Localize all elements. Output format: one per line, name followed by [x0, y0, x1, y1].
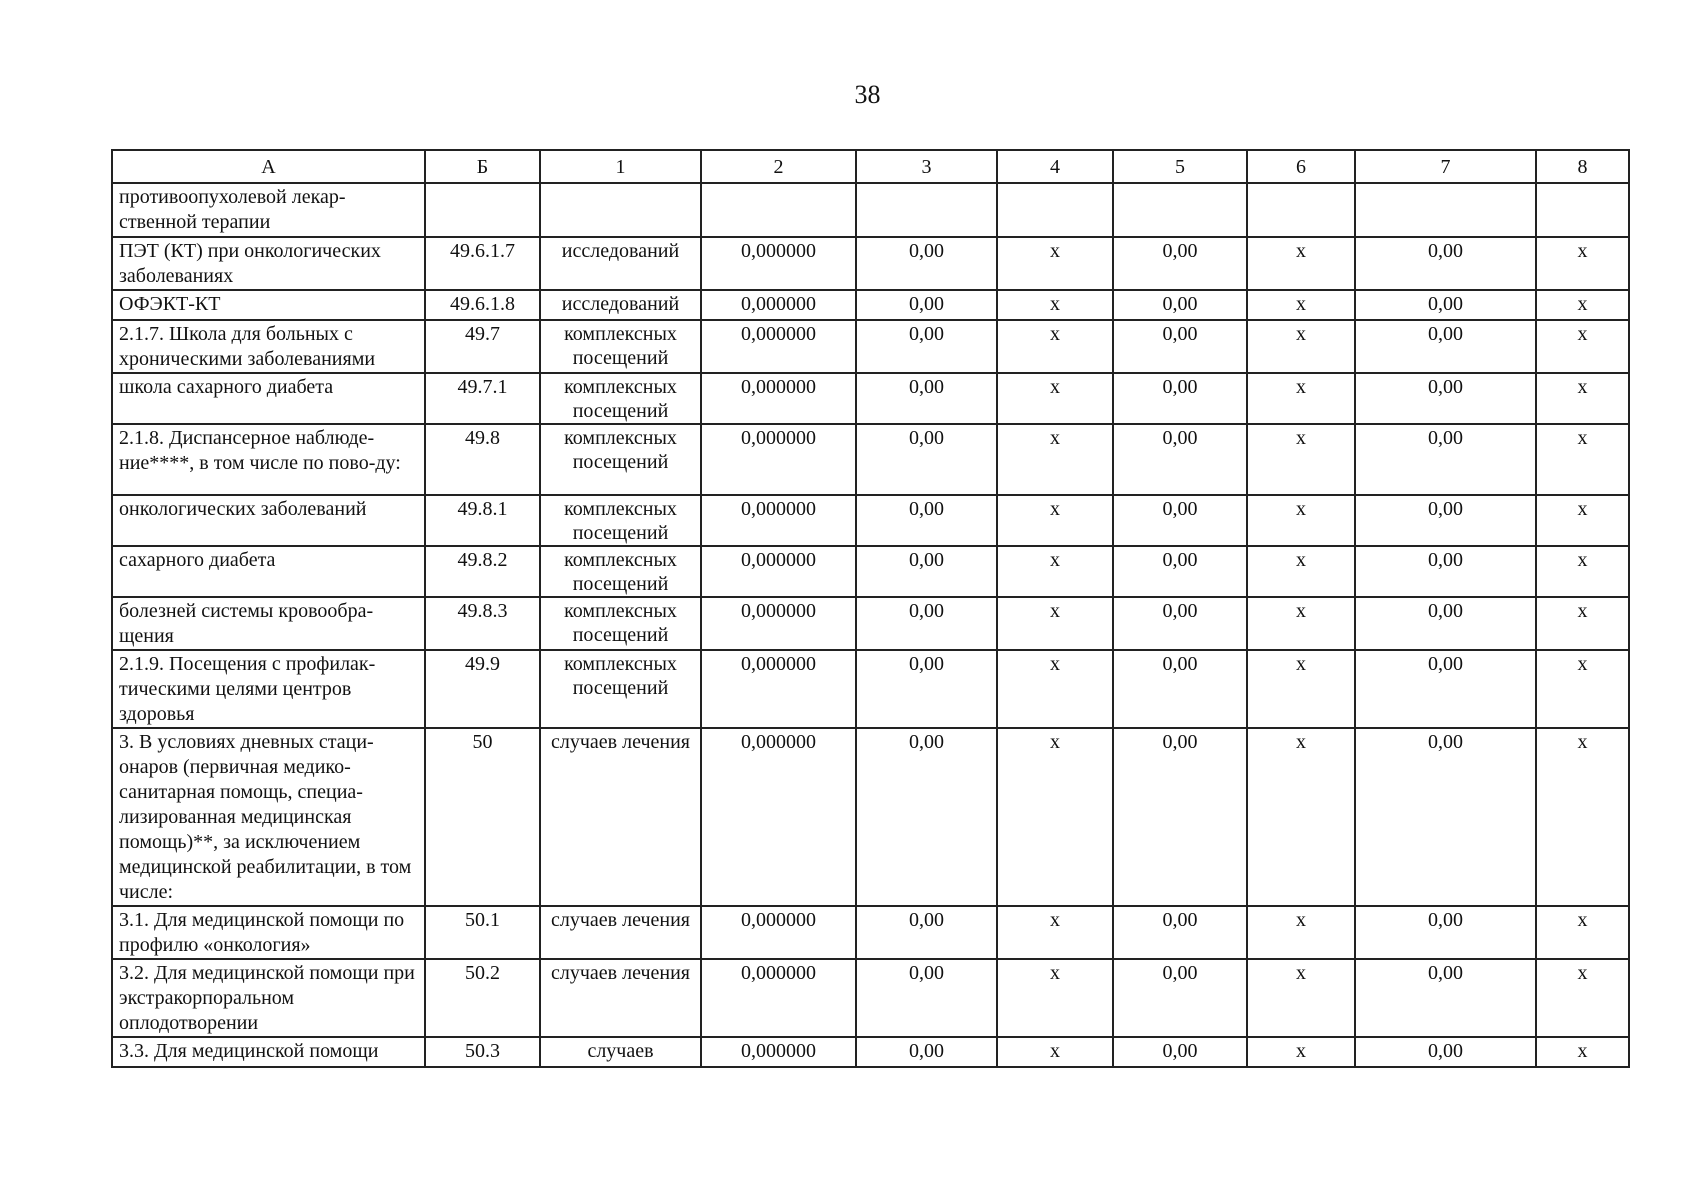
value-cell [1355, 183, 1536, 237]
row-code-cell: 50.2 [425, 959, 540, 1037]
row-code-cell: 50.1 [425, 906, 540, 959]
value-cell: 0,00 [856, 959, 997, 1037]
value-cell: 0,000000 [701, 546, 856, 597]
row-label-cell: 2.1.9. Посещения с профилак-тическими целями центров здоровья [112, 650, 425, 728]
value-cell: 0,00 [1355, 906, 1536, 959]
row-label-cell: 3.2. Для медицинской помощи при экстракорпоральном оплодотворении [112, 959, 425, 1037]
value-cell: 0,000000 [701, 320, 856, 373]
header-cell: 1 [540, 150, 701, 183]
row-code-cell: 49.7.1 [425, 373, 540, 424]
value-cell: 0,000000 [701, 237, 856, 290]
value-cell: 0,00 [1113, 320, 1247, 373]
x-cell: х [1536, 959, 1629, 1037]
value-cell [701, 183, 856, 237]
header-cell: А [112, 150, 425, 183]
unit-cell: случаев [540, 1037, 701, 1067]
value-cell: 0,00 [856, 1037, 997, 1067]
table-row [112, 373, 1629, 424]
value-cell: 0,00 [1355, 424, 1536, 495]
value-cell: 0,00 [856, 728, 997, 906]
x-cell: х [1247, 597, 1355, 650]
header-cell: 4 [997, 150, 1113, 183]
x-cell: х [1536, 495, 1629, 546]
value-cell: 0,00 [1113, 728, 1247, 906]
row-label-cell: онкологических заболеваний [112, 495, 425, 546]
unit-cell [540, 183, 701, 237]
x-cell: х [997, 1037, 1113, 1067]
header-cell: 8 [1536, 150, 1629, 183]
row-label-cell: сахарного диабета [112, 546, 425, 597]
row-label-cell: ОФЭКТ-КТ [112, 290, 425, 320]
row-label-cell: 2.1.8. Диспансерное наблюде-ние****, в том числе по пово-ду: [112, 424, 425, 495]
value-cell: 0,00 [1355, 1037, 1536, 1067]
x-cell [997, 183, 1113, 237]
unit-cell: комплексных посещений [540, 424, 701, 495]
x-cell: х [1247, 1037, 1355, 1067]
row-code-cell: 49.6.1.8 [425, 290, 540, 320]
row-code-cell: 49.8 [425, 424, 540, 495]
row-code-cell: 49.7 [425, 320, 540, 373]
table-row [112, 183, 1629, 237]
header-cell: 7 [1355, 150, 1536, 183]
x-cell: х [997, 546, 1113, 597]
row-code-cell: 49.8.1 [425, 495, 540, 546]
value-cell: 0,000000 [701, 597, 856, 650]
value-cell: 0,000000 [701, 959, 856, 1037]
value-cell: 0,00 [1355, 546, 1536, 597]
value-cell: 0,00 [1113, 650, 1247, 728]
value-cell: 0,00 [856, 495, 997, 546]
row-code-cell [425, 183, 540, 237]
value-cell: 0,00 [856, 290, 997, 320]
value-cell: 0,00 [1113, 424, 1247, 495]
value-cell: 0,00 [1355, 728, 1536, 906]
table-row [112, 495, 1629, 546]
table-row [112, 906, 1629, 959]
x-cell: х [1536, 597, 1629, 650]
x-cell: х [1247, 424, 1355, 495]
row-label-cell: 3. В условиях дневных стаци-онаров (первичная медико-санитарная помощь, специа-лизированная медицинская помощь)**, за исключением медицинской реабилитации, в том числе: [112, 728, 425, 906]
unit-cell: комплексных посещений [540, 650, 701, 728]
header-cell: 6 [1247, 150, 1355, 183]
value-cell: 0,00 [856, 320, 997, 373]
unit-cell: комплексных посещений [540, 495, 701, 546]
row-label-cell: болезней системы кровообра-щения [112, 597, 425, 650]
value-cell: 0,00 [856, 373, 997, 424]
value-cell: 0,000000 [701, 1037, 856, 1067]
value-cell: 0,00 [1355, 290, 1536, 320]
x-cell: х [1247, 373, 1355, 424]
data-table [111, 149, 1630, 1068]
unit-cell: случаев лечения [540, 959, 701, 1037]
value-cell: 0,00 [1113, 546, 1247, 597]
value-cell: 0,00 [1113, 290, 1247, 320]
x-cell: х [997, 424, 1113, 495]
table-row [112, 290, 1629, 320]
value-cell: 0,00 [856, 597, 997, 650]
value-cell: 0,00 [1113, 495, 1247, 546]
value-cell: 0,00 [1113, 959, 1247, 1037]
value-cell: 0,000000 [701, 495, 856, 546]
value-cell: 0,00 [1113, 906, 1247, 959]
value-cell: 0,00 [856, 424, 997, 495]
value-cell: 0,00 [1355, 495, 1536, 546]
table-body [112, 183, 1629, 1067]
table-row [112, 597, 1629, 650]
x-cell: х [1536, 290, 1629, 320]
x-cell: х [1247, 290, 1355, 320]
page-number: 38 [854, 80, 881, 109]
row-code-cell: 49.9 [425, 650, 540, 728]
value-cell: 0,000000 [701, 290, 856, 320]
table-row [112, 546, 1629, 597]
value-cell: 0,00 [1355, 237, 1536, 290]
value-cell: 0,00 [1113, 373, 1247, 424]
row-label-cell: противоопухолевой лекар-ственной терапии [112, 183, 425, 237]
unit-cell: комплексных посещений [540, 320, 701, 373]
unit-cell: комплексных посещений [540, 546, 701, 597]
table-row [112, 237, 1629, 290]
x-cell: х [997, 959, 1113, 1037]
unit-cell: исследований [540, 290, 701, 320]
value-cell: 0,00 [1355, 597, 1536, 650]
unit-cell: случаев лечения [540, 906, 701, 959]
x-cell: х [1536, 650, 1629, 728]
table-row [112, 650, 1629, 728]
table-row [112, 320, 1629, 373]
x-cell: х [997, 237, 1113, 290]
x-cell: х [1536, 320, 1629, 373]
value-cell: 0,000000 [701, 424, 856, 495]
header-cell: Б [425, 150, 540, 183]
x-cell [1247, 183, 1355, 237]
x-cell: х [997, 650, 1113, 728]
header-cell: 5 [1113, 150, 1247, 183]
x-cell: х [1536, 424, 1629, 495]
value-cell: 0,000000 [701, 906, 856, 959]
row-code-cell: 50 [425, 728, 540, 906]
value-cell: 0,00 [1355, 959, 1536, 1037]
row-label-cell: ПЭТ (КТ) при онкологических заболеваниях [112, 237, 425, 290]
unit-cell: комплексных посещений [540, 373, 701, 424]
x-cell: х [1247, 906, 1355, 959]
x-cell: х [997, 906, 1113, 959]
x-cell [1536, 183, 1629, 237]
x-cell: х [1536, 546, 1629, 597]
row-code-cell: 49.8.3 [425, 597, 540, 650]
x-cell: х [1536, 237, 1629, 290]
header-row [112, 150, 1629, 183]
x-cell: х [1536, 728, 1629, 906]
x-cell: х [1247, 650, 1355, 728]
x-cell: х [997, 290, 1113, 320]
row-label-cell: 3.1. Для медицинской помощи по профилю «онкология» [112, 906, 425, 959]
unit-cell: случаев лечения [540, 728, 701, 906]
value-cell: 0,00 [856, 906, 997, 959]
value-cell: 0,00 [1355, 373, 1536, 424]
x-cell: х [997, 373, 1113, 424]
unit-cell: комплексных посещений [540, 597, 701, 650]
value-cell: 0,00 [1113, 1037, 1247, 1067]
value-cell [1113, 183, 1247, 237]
x-cell: х [997, 597, 1113, 650]
x-cell: х [1247, 728, 1355, 906]
value-cell: 0,00 [1113, 597, 1247, 650]
value-cell: 0,00 [856, 237, 997, 290]
table-row [112, 728, 1629, 906]
x-cell: х [1247, 546, 1355, 597]
value-cell: 0,00 [1355, 650, 1536, 728]
row-code-cell: 50.3 [425, 1037, 540, 1067]
unit-cell: исследований [540, 237, 701, 290]
header-cell: 2 [701, 150, 856, 183]
x-cell: х [997, 320, 1113, 373]
x-cell: х [1536, 373, 1629, 424]
value-cell [856, 183, 997, 237]
x-cell: х [1247, 959, 1355, 1037]
row-label-cell: 3.3. Для медицинской помощи [112, 1037, 425, 1067]
x-cell: х [997, 728, 1113, 906]
table-row [112, 959, 1629, 1037]
x-cell: х [1247, 495, 1355, 546]
table-row [112, 1037, 1629, 1067]
value-cell: 0,00 [1113, 237, 1247, 290]
row-label-cell: школа сахарного диабета [112, 373, 425, 424]
row-code-cell: 49.6.1.7 [425, 237, 540, 290]
value-cell: 0,000000 [701, 728, 856, 906]
row-label-cell: 2.1.7. Школа для больных с хроническими заболеваниями [112, 320, 425, 373]
value-cell: 0,00 [856, 546, 997, 597]
x-cell: х [1247, 320, 1355, 373]
x-cell: х [1536, 906, 1629, 959]
x-cell: х [1536, 1037, 1629, 1067]
value-cell: 0,000000 [701, 373, 856, 424]
header-cell: 3 [856, 150, 997, 183]
x-cell: х [1247, 237, 1355, 290]
table-row [112, 424, 1629, 495]
row-code-cell: 49.8.2 [425, 546, 540, 597]
value-cell: 0,00 [856, 650, 997, 728]
value-cell: 0,00 [1355, 320, 1536, 373]
value-cell: 0,000000 [701, 650, 856, 728]
x-cell: х [997, 495, 1113, 546]
